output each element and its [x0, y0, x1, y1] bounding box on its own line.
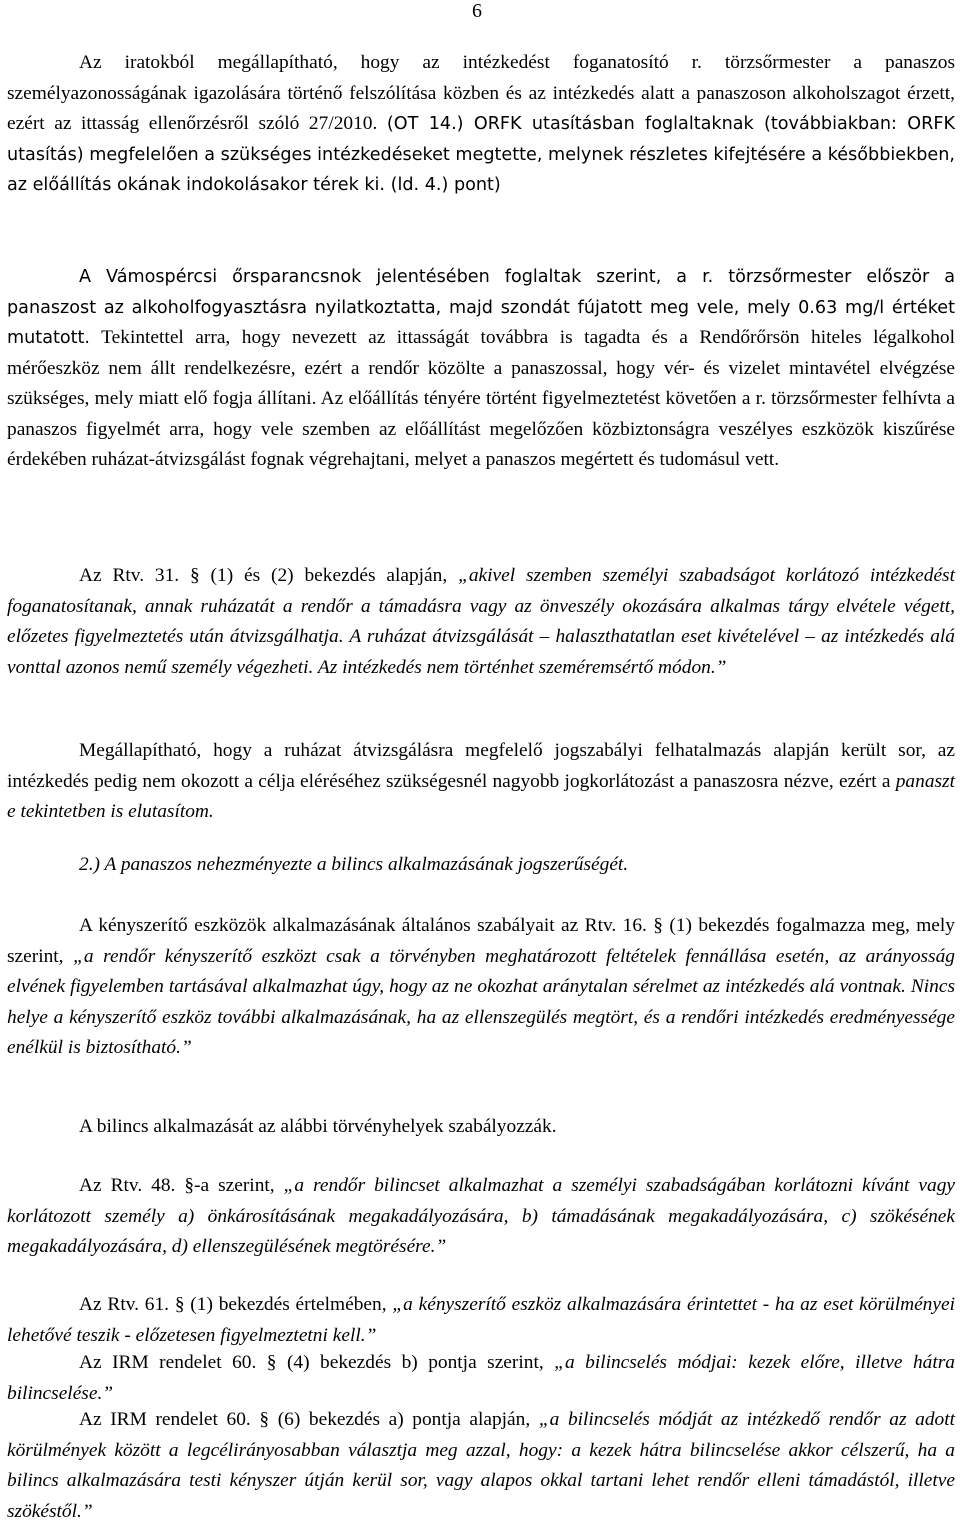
paragraph-rtv-31-quote: „akivel szemben személyi szabadságot korlátozó intézkedést foganatosítanak, annak ruházatát a rendőr a támadásra vagy az önveszély okozására alkalmas tárgy elvétele végett, előzetes figyelmeztetés után átvizsgálhatja. A ruházat átvizsgálását – halaszthatatlan eset kivételével – az intézkedés alá vonttal azonos nemű személy végezheti. Az intézkedés nem történhet szeméremsértő módon.” — [7, 565, 955, 678]
paragraph-irm-60-6-lead: Az IRM rendelet 60. § (6) bekezdés a) pontja alapján, — [79, 1409, 531, 1430]
paragraph-ittassag — [7, 48, 955, 201]
paragraph-irm-60-6 — [7, 1405, 955, 1527]
paragraph-irm-60-4 — [7, 1348, 955, 1409]
section-heading-bilincs — [7, 850, 955, 881]
paragraph-rtv-48-lead: Az Rtv. 48. §-a szerint, — [79, 1175, 275, 1196]
paragraph-megallapithato-text: Megállapítható, hogy a ruházat átvizsgálásra megfelelő jogszabályi felhatalmazás alapján került sor, az intézkedés pedig nem okozott a célja eléréséhez szükségesnél nagyobb jogkorlátozást a panaszosra nézve, ezért a — [7, 740, 955, 792]
paragraph-rtv-16-lead: A kényszerítő eszközök alkalmazásának általános szabályait az Rtv. 16. § (1) bekezdés fogalmazza meg, mely szerint, — [7, 915, 955, 967]
paragraph-irm-60-4-lead: Az IRM rendelet 60. § (4) bekezdés b) pontja szerint, — [79, 1352, 544, 1373]
page-number: 6 — [472, 0, 482, 22]
paragraph-orsparancsnok-serif: Tekintettel arra, hogy nevezett az ittasságát továbbra is tagadta és a Rendőrőrsön hiteles légalkohol mérőeszköz nem állt rendelkezésre, ezért a rendőr közölte a panaszossal, hogy vér- és vizelet mintavétel elvégzése szükséges, mely miatt elő fogja állítani. Az előállítás tényére történt figyelmeztetést követően a r. törzsőrmester felhívta a panaszos figyelmét arra, hogy vele szemben az előállítást megelőzően közbiztonságra veszélyes eszközök kiszűrése érdekében ruházat-átvizsgálást fognak végrehajtani, melyet a panaszos megértett és tudomásul vett. — [7, 327, 956, 470]
paragraph-rtv-61-quote: „a kényszerítő eszköz alkalmazására érintettet - ha az eset körülményei lehetővé teszik - előzetesen figyelmeztetni kell.” — [7, 1294, 955, 1346]
paragraph-rtv-31 — [7, 561, 955, 683]
paragraph-megallapithato-italic: panaszt e tekintetben is elutasítom. — [7, 770, 955, 822]
paragraph-rtv-31-lead: Az Rtv. 31. § (1) és (2) bekezdés alapján, — [79, 565, 448, 586]
paragraph-rtv-48 — [7, 1171, 955, 1263]
paragraph-bilincs-szabalyok-text: A bilincs alkalmazását az alábbi törvényhelyek szabályozzák. — [79, 1116, 557, 1137]
paragraph-rtv-16 — [7, 911, 955, 1064]
paragraph-megallapithato — [7, 736, 955, 828]
paragraph-rtv-61-lead: Az Rtv. 61. § (1) bekezdés értelmében, — [79, 1294, 387, 1315]
section-heading-bilincs-text: 2.) A panaszos nehezményezte a bilincs alkalmazásának jogszerűségét. — [79, 854, 629, 875]
paragraph-ittassag-sans: (OT 14.) ORFK utasításban foglaltaknak (továbbiakban: ORFK utasítás) megfelelően a szükséges intézkedéseket megtette, melynek részletes kifejtésére a későbbiekben, az előállítás okának indokolásakor térek ki. (ld. 4.) pont) — [7, 114, 955, 195]
paragraph-bilincs-szabalyok — [7, 1112, 955, 1143]
paragraph-rtv-16-quote: „a rendőr kényszerítő eszközt csak a törvényben meghatározott feltételek fennállása esetén, az arányosság elvének figyelemben tartásával alkalmazhat úgy, hogy az ne okozhat aránytalan sérelmet az intézkedés alá vontnak. Nincs helye a kényszerítő eszköz további alkalmazásának, ha az ellenszegülés megtört, és a rendőri intézkedés eredményessége enélkül is biztosítható.” — [7, 945, 955, 1058]
paragraph-rtv-61 — [7, 1290, 955, 1351]
paragraph-irm-60-4-quote: „a bilincselés módjai: kezek előre, illetve hátra bilincselése.” — [7, 1352, 955, 1404]
paragraph-orsparancsnok-sans: A Vámospércsi őrsparancsnok jelentésében foglaltak szerint, a r. törzsőrmester először a panaszost az alkoholfogyasztásra nyilatkoztatta, majd szondát fújatott meg vele, mely 0.63 mg/l értéket mutatott. — [7, 267, 955, 348]
paragraph-ittassag-serif: Az iratokból megállapítható, hogy az intézkedést foganatosító r. törzsőrmester a panaszos személyazonosságának igazolására történő felszólítása közben és az intézkedés alatt a panaszoson alkoholszagot érzett, ezért az ittasság ellenőrzésről szóló 27/2010. — [7, 52, 955, 134]
paragraph-orsparancsnok — [7, 262, 955, 476]
paragraph-irm-60-6-quote: „a bilincselés módját az intézkedő rendőr az adott körülmények között a legcélirányosabban választja meg azzal, hogy: a kezek hátra bilincselése akkor célszerű, ha a bilincs alkalmazására testi kényszer útján kerül sor, vagy alapos okkal tartani lehet rendőr elleni támadástól, illetve szökéstől.” — [7, 1409, 955, 1522]
paragraph-rtv-48-quote: „a rendőr bilincset alkalmazhat a személyi szabadságában korlátozni kívánt vagy korlátozott személy a) önkárosításának megakadályozására, b) támadásának megakadályozására, c) szökésének megakadályozására, d) ellenszegülésének megtörésére.” — [7, 1175, 955, 1257]
